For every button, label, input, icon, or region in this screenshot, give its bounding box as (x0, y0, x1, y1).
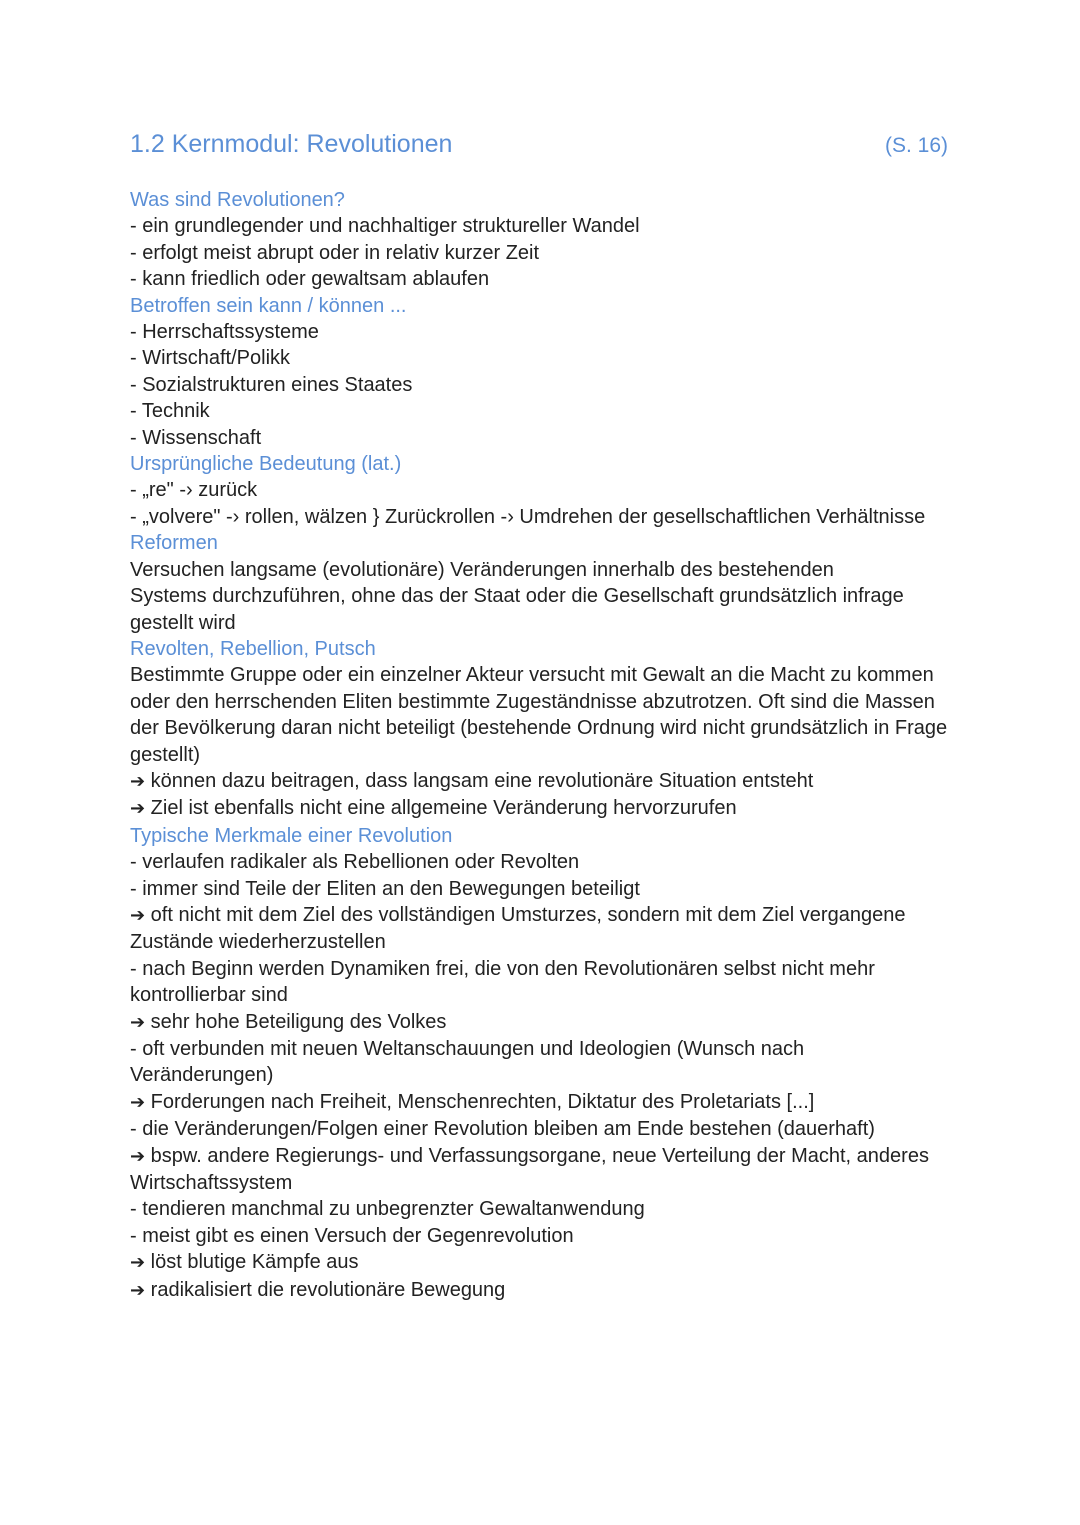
arrow-right-icon: ➔ (130, 1091, 146, 1113)
text-line: Veränderungen) (130, 1064, 274, 1087)
text-line: - oft verbunden mit neuen Weltanschauungen und Ideologien (Wunsch nach (130, 1038, 805, 1060)
text-line (130, 795, 960, 822)
text-line-content: sehr hohe Beteiligung des Volkes (150, 1010, 447, 1033)
text-line-content: löst blutige Kämpfe aus (150, 1251, 359, 1274)
text-line (130, 1277, 960, 1304)
text-line: - „volvere" -› rollen, wälzen } Zurückrollen -› Umdrehen der gesellschaftlichen Verhältnisse (130, 505, 926, 528)
text-line: - Technik (130, 400, 210, 423)
text-line: Systems durchzuführen, ohne das der Staat oder die Gesellschaft grundsätzlich infrage (130, 585, 904, 608)
text-line: - Sozialstrukturen eines Staates (130, 373, 413, 396)
text-line: Versuchen langsame (evolutionäre) Veränderungen innerhalb des bestehenden (130, 558, 834, 581)
text-line: - die Veränderungen/Folgen einer Revolution bleiben am Ende bestehen (dauerhaft) (130, 1118, 875, 1141)
arrow-right-icon: ➔ (130, 798, 146, 820)
text-line: - ein grundlegender und nachhaltiger struktureller Wandel (130, 215, 640, 238)
text-line: - tendieren manchmal zu unbegrenzter Gewaltanwendung (130, 1198, 645, 1221)
arrow-right-icon: ➔ (130, 1145, 146, 1167)
text-line (130, 1009, 960, 1036)
text-line-content: radikalisiert die revolutionäre Bewegung (150, 1278, 506, 1301)
text-line: Wirtschaftssystem (130, 1172, 293, 1195)
text-line: - nach Beginn werden Dynamiken frei, die von den Revolutionären selbst nicht mehr (130, 957, 875, 980)
arrow-right-icon: ➔ (130, 1252, 146, 1274)
text-line: - erfolgt meist abrupt oder in relativ kurzer Zeit (130, 241, 540, 264)
arrow-right-icon: ➔ (130, 770, 146, 792)
text-line: - kann friedlich oder gewaltsam ablaufen (130, 268, 490, 291)
text-line (130, 768, 960, 795)
text-line: - Wirtschaft/Polikk (130, 347, 291, 370)
text-line-content: können dazu beitragen, dass langsam eine revolutionäre Situation entsteht (150, 769, 814, 792)
section-heading: Ursprüngliche Bedeutung (lat.) (130, 453, 402, 476)
text-line: - Wissenschaft (130, 426, 262, 449)
page-reference: (S. 16) (884, 134, 948, 157)
text-line: gestellt) (130, 743, 201, 766)
text-line-content: bspw. andere Regierungs- und Verfassungsorgane, neue Verteilung der Macht, anderes (150, 1144, 929, 1167)
document-body (130, 187, 960, 1304)
text-line: der Bevölkerung daran nicht beteiligt (bestehende Ordnung wird nicht grundsätzlich in Frage (130, 717, 948, 740)
text-line-content: oft nicht mit dem Ziel des vollständigen Umsturzes, sondern mit dem Ziel vergangene (150, 903, 906, 926)
text-line: - „re" -› zurück (130, 479, 258, 502)
text-line: gestellt wird (130, 611, 236, 634)
text-line: - Herrschaftssysteme (130, 321, 319, 344)
arrow-right-icon: ➔ (130, 1011, 146, 1033)
section-heading: Reformen (130, 532, 218, 555)
text-line (130, 1143, 960, 1170)
text-line (130, 902, 960, 929)
text-line: - verlaufen radikaler als Rebellionen oder Revolten (130, 851, 580, 874)
text-line-content: Ziel ist ebenfalls nicht eine allgemeine Veränderung hervorzurufen (150, 797, 737, 820)
text-line: Bestimmte Gruppe oder ein einzelner Akteur versucht mit Gewalt an die Macht zu kommen (130, 664, 934, 687)
text-line-content: Forderungen nach Freiheit, Menschenrechten, Diktatur des Proletariats [...] (150, 1090, 815, 1113)
text-line: Zustände wiederherzustellen (130, 931, 386, 954)
section-heading: Was sind Revolutionen? (130, 189, 345, 211)
text-line: oder den herrschenden Eliten bestimmte Zugeständnisse abzutrotzen. Oft sind die Massen (130, 690, 935, 713)
section-heading: Betroffen sein kann / können ... (130, 294, 407, 317)
page-title: 1.2 Kernmodul: Revolutionen (130, 130, 453, 158)
section-heading: Typische Merkmale einer Revolution (130, 824, 453, 847)
section-heading: Revolten, Rebellion, Putsch (130, 637, 376, 660)
arrow-right-icon: ➔ (130, 1279, 146, 1301)
text-line: - meist gibt es einen Versuch der Gegenrevolution (130, 1224, 574, 1247)
text-line (130, 1089, 960, 1116)
text-line: kontrollierbar sind (130, 984, 288, 1007)
text-line (130, 1249, 960, 1276)
arrow-right-icon: ➔ (130, 904, 146, 926)
text-line: - immer sind Teile der Eliten an den Bewegungen beteiligt (130, 877, 640, 900)
